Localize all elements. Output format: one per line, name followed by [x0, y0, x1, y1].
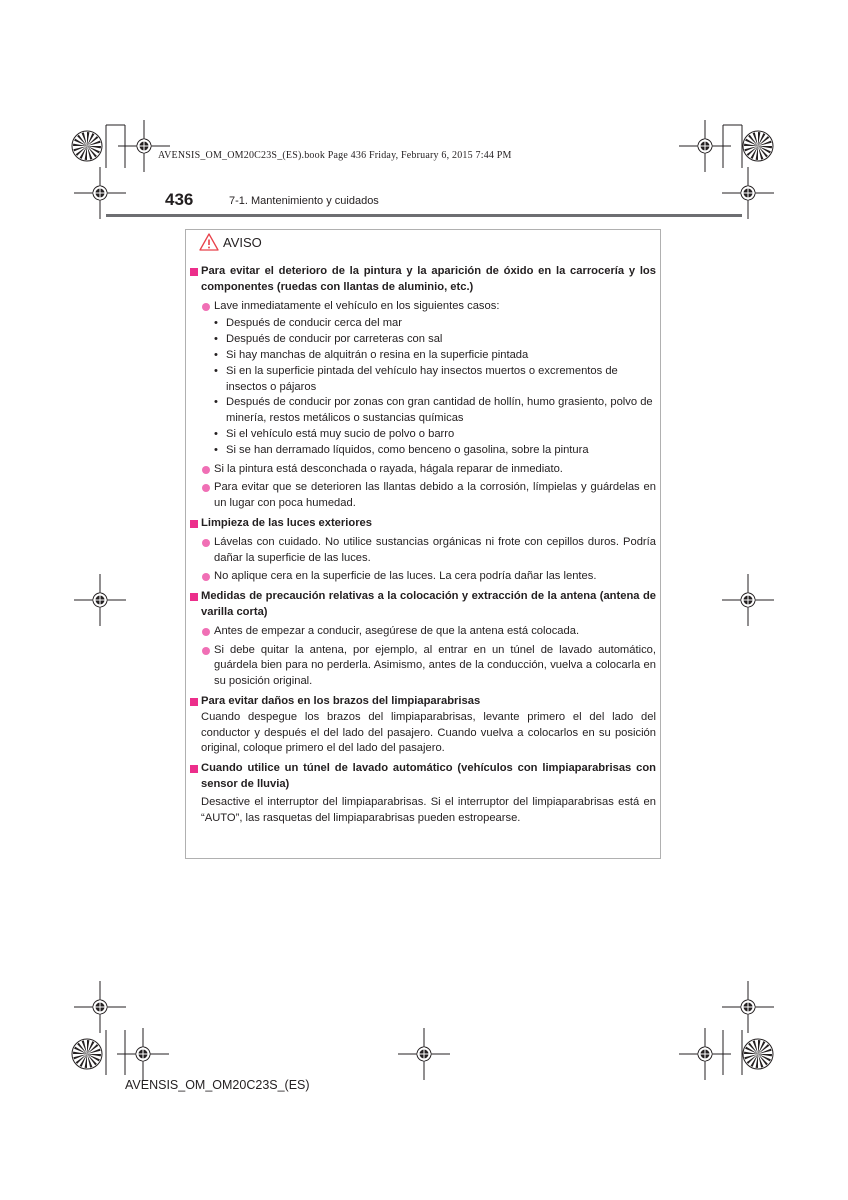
section-text: Desactive el interruptor del limpiaparabrisas. Si el interruptor del limpiaparabrisas está en “AUTO”, las rasquetas del limpiaparabrisas pueden estropearse. [201, 795, 656, 824]
point: Antes de empezar a conducir, asegúrese de que la antena está colocada. [188, 624, 656, 640]
point: No aplique cera en la superficie de las luces. La cera podría dañar las lentes. [188, 569, 656, 585]
point: Para evitar que se deterioren las llantas debido a la corrosión, límpielas y guárdelas en un lugar con poca humedad. [188, 480, 656, 512]
warning-header [199, 231, 262, 253]
bullet-item: • Después de conducir por zonas con gran cantidad de hollín, humo grasiento, polvo de minería, restos metálicos o sustancias químicas [188, 395, 656, 427]
point: Si la pintura está desconchada o rayada, hágala reparar de inmediato. [188, 462, 656, 478]
section-text: Cuando despegue los brazos del limpiaparabrisas, levante primero el del lado del conductor y después el del lado del pasajero. Cuando vuelva a colocarlos en su posición original, coloque primero el del lado del pasajero. [201, 710, 656, 755]
bullet-item: • Si en la superficie pintada del vehículo hay insectos muertos o excrementos de insectos o pájaros [188, 364, 656, 396]
point: Lave inmediatamente el vehículo en los siguientes casos: [188, 299, 656, 315]
bullet-item: • Si se han derramado líquidos, como benceno o gasolina, sobre la pintura [188, 443, 656, 459]
section-heading: Para evitar daños en los brazos del limpiaparabrisas [188, 694, 656, 710]
point: Si debe quitar la antena, por ejemplo, al entrar en un túnel de lavado automático, guárdela bien para no perderla. Asimismo, antes de la conducción, vuelva a colocarla en su posición original. [188, 643, 656, 690]
warning-title: AVISO [223, 234, 262, 250]
bullet-item: • Después de conducir por carreteras con sal [188, 332, 656, 348]
header-rule [106, 214, 742, 217]
print-info: AVENSIS_OM_OM20C23S_(ES).book Page 436 Friday, February 6, 2015 7:44 PM [158, 150, 512, 161]
section-heading: Cuando utilice un túnel de lavado automático (vehículos con limpiaparabrisas con sensor de lluvia) [188, 761, 656, 793]
warning-triangle-icon [199, 233, 219, 251]
bullet-item: • Si hay manchas de alquitrán o resina en la superficie pintada [188, 348, 656, 364]
section-title: 7-1. Mantenimiento y cuidados [229, 195, 379, 207]
footer-book-id: AVENSIS_OM_OM20C23S_(ES) [125, 1078, 310, 1092]
bullet-item: • Si el vehículo está muy sucio de polvo o barro [188, 427, 656, 443]
page-number: 436 [165, 190, 194, 209]
warning-content [188, 264, 656, 826]
section-heading: Para evitar el deterioro de la pintura y la aparición de óxido en la carrocería y los componentes (ruedas con llantas de aluminio, etc.) [188, 264, 656, 296]
section-heading: Limpieza de las luces exteriores [188, 516, 656, 532]
section-heading: Medidas de precaución relativas a la colocación y extracción de la antena (antena de varilla corta) [188, 589, 656, 621]
bullet-item: • Después de conducir cerca del mar [188, 316, 656, 332]
point: Lávelas con cuidado. No utilice sustancias orgánicas ni frote con cepillos duros. Podría dañar la superficie de las luces. [188, 535, 656, 567]
